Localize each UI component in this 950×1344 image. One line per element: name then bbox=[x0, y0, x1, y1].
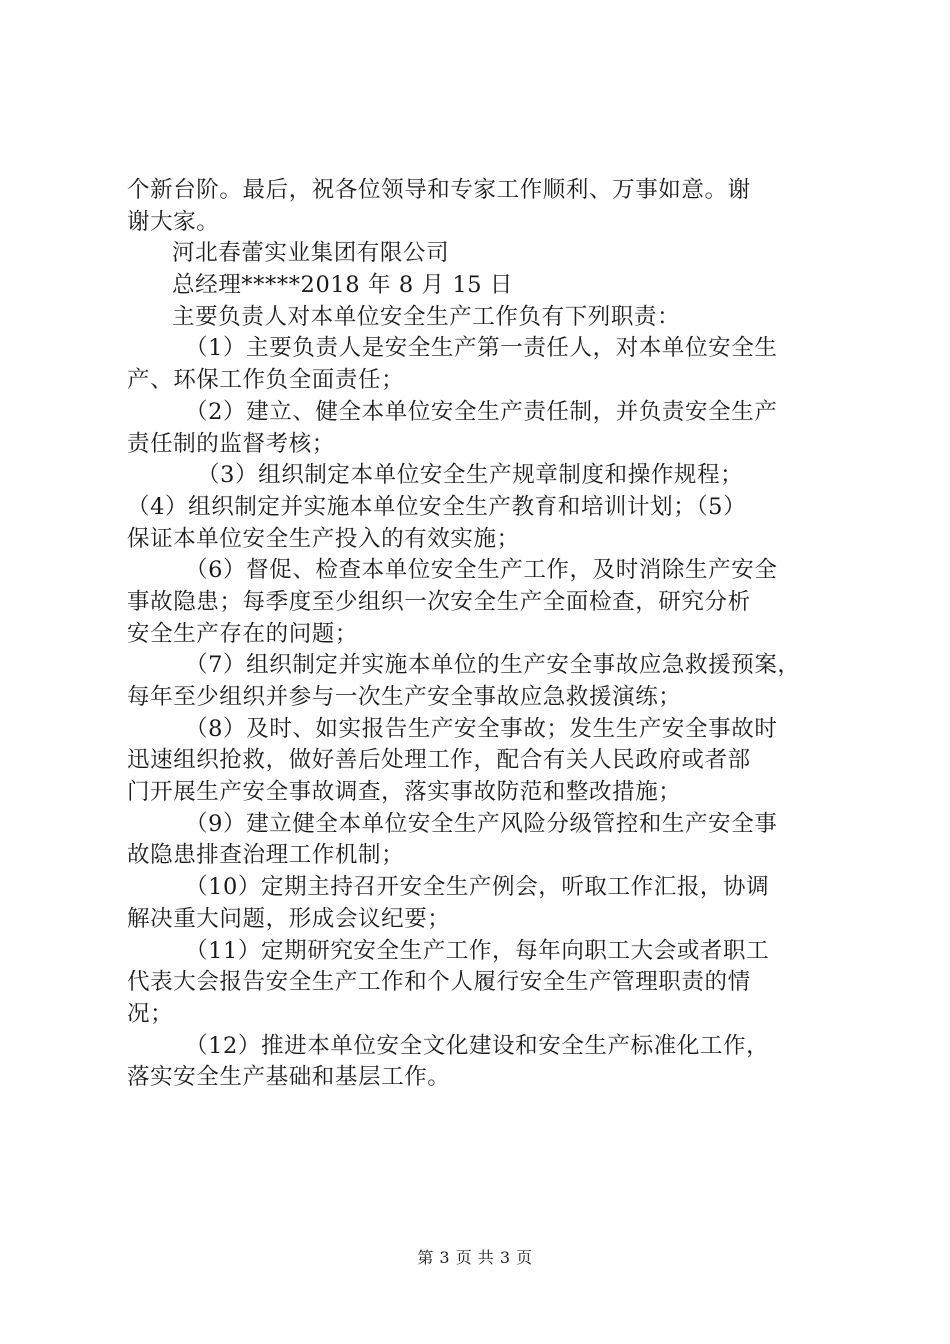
duty-item: （6）督促、检查本单位安全生产工作，及时消除生产安全 bbox=[185, 557, 778, 584]
text-line: 事故隐患；每季度至少组织一次安全生产全面检查，研究分析 bbox=[127, 588, 751, 615]
duty-item: （8）及时、如实报告生产安全事故；发生生产安全事故时 bbox=[185, 715, 778, 742]
duty-item: （2）建立、健全本单位安全生产责任制，并负责安全生产 bbox=[185, 398, 778, 425]
text-line: 安全生产存在的问题； bbox=[127, 620, 359, 647]
page-number-footer: 第 3 页 共 3 页 bbox=[417, 1248, 533, 1267]
duty-item: （3）组织制定本单位安全生产规章制度和操作规程； bbox=[197, 462, 744, 489]
text-line: 代表大会报告安全生产工作和个人履行安全生产管理职责的情 bbox=[127, 969, 751, 996]
duty-item: （12）推进本单位安全文化建设和安全生产标准化工作， bbox=[185, 1032, 770, 1059]
text-line: 谢大家。 bbox=[127, 208, 220, 235]
section-intro: 主要负责人对本单位安全生产工作负有下列职责： bbox=[172, 303, 681, 330]
duty-item: （1）主要负责人是安全生产第一责任人，对本单位安全生 bbox=[185, 335, 778, 362]
text-line: 解决重大问题，形成会议纪要； bbox=[127, 905, 451, 932]
text-line: 落实安全生产基础和基层工作。 bbox=[127, 1064, 451, 1091]
text-line: 责任制的监督考核； bbox=[127, 430, 335, 457]
text-line: 保证本单位安全生产投入的有效实施； bbox=[127, 525, 520, 552]
signature-line: 总经理*****2018 年 8 月 15 日 bbox=[172, 272, 514, 299]
text-line: 每年至少组织并参与一次生产安全事故应急救援演练； bbox=[127, 684, 682, 710]
text-line: 个新台阶。最后，祝各位领导和专家工作顺利、万事如意。谢 bbox=[127, 177, 751, 203]
duty-item: （7）组织制定并实施本单位的生产安全事故应急救援预案， bbox=[185, 652, 801, 679]
text-line: 况； bbox=[127, 1000, 174, 1027]
duty-item: （11）定期研究安全生产工作，每年向职工大会或者职工 bbox=[185, 937, 770, 964]
document-body bbox=[127, 175, 833, 1094]
text-line: 产、环保工作负全面责任； bbox=[127, 367, 405, 394]
duty-item: （10）定期主持召开安全生产例会，听取工作汇报，协调 bbox=[185, 874, 770, 901]
text-line: 迅速组织抢救，做好善后处理工作，配合有关人民政府或者部 bbox=[127, 747, 751, 774]
duty-item: （4）组织制定并实施本单位安全生产教育和培训计划；（5） bbox=[127, 493, 747, 520]
text-line: 故隐患排查治理工作机制； bbox=[127, 842, 405, 869]
company-name: 河北春蕾实业集团有限公司 bbox=[172, 240, 450, 267]
duty-item: （9）建立健全本单位安全生产风险分级管控和生产安全事 bbox=[185, 810, 778, 837]
text-line: 门开展生产安全事故调查，落实事故防范和整改措施； bbox=[127, 779, 682, 806]
